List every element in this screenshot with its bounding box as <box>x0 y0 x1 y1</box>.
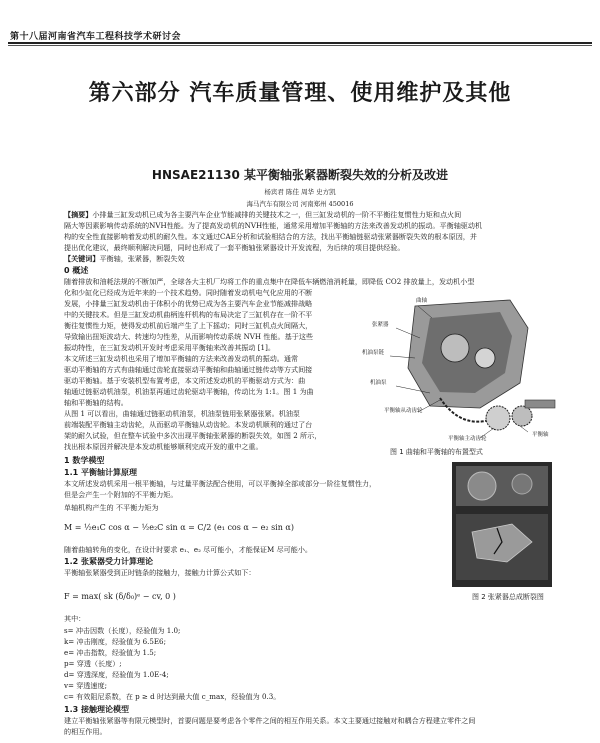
body-line: 轴通过链驱动机油泵，机油泵再通过齿轮驱动平衡轴，传动比为 1:1。图 1 为曲 <box>64 387 314 396</box>
body-line: 找出根本原因并解决是本发动机能够顺利完成开发的重中之重。 <box>64 442 263 451</box>
param-line: v= 穿透速度; <box>64 681 107 690</box>
part-title: 第六部分 汽车质量管理、使用维护及其他 <box>88 81 512 106</box>
paper-affiliation: 海马汽车有限公司 河南郑州 450016 <box>246 200 354 208</box>
figure-label: 平衡轴主动齿轮 <box>448 436 487 442</box>
photo-gear <box>512 474 532 494</box>
section-heading: 1.3 接触理论模型 <box>64 705 129 714</box>
body-line: 衡往复惯性力矩，使得发动机前后端产生了上下摇动；同时三缸机点火间隔大， <box>64 321 313 330</box>
param-line: c= 有效阻尼系数，在 p ≥ d 时达到最大值 c_max，经验值为 0.3。 <box>64 692 281 701</box>
body-line: 但是会产生一个附加的不平衡力矩。 <box>64 490 178 499</box>
section-heading: 1.2 张紧器受力计算理论 <box>64 557 153 566</box>
where-label: 其中： <box>64 614 86 623</box>
balance-drive-gear <box>486 406 510 430</box>
formula-force: F = max( sk (δ/δ₀)ᵉ − cv, 0 ) <box>64 592 176 601</box>
header-rule-thin <box>8 45 592 46</box>
abstract-label: 【摘要】 <box>64 210 93 219</box>
formula-moment: M = ½e₁C cos α − ½e₂C sin α = C/2 (e₁ cos α − e₂ sin α) <box>64 523 294 532</box>
figure-2-tensioner-fracture-photo <box>452 462 552 587</box>
param-line: e= 冲击指数，经验值为 1.5; <box>64 648 157 657</box>
body-line: 轴和平衡轴的结构。 <box>64 398 128 407</box>
param-line: p= 穿透（长度）; <box>64 659 122 668</box>
abstract-line <box>64 210 544 220</box>
body-line: 随着曲轴转角的变化，在设计时要求 e₁、e₂ 尽可能小，才能保证M 尽可能小。 <box>64 545 313 554</box>
section-heading: 0 概述 <box>64 266 89 275</box>
paper-authors: 杨宾君 陈佳 周华 史方凯 <box>264 188 336 196</box>
param-line: s= 冲击因数（长度），经验值为 1.0; <box>64 626 181 635</box>
header-rule <box>8 42 592 44</box>
balance-shaft-body <box>525 400 555 408</box>
body-line: 前端装配平衡轴主动齿轮，从而驱动平衡轴从动齿轮。本发动机顺利的通过了台 <box>64 420 313 429</box>
figure-2-caption: 图 2 张紧器总成断裂图 <box>472 593 544 601</box>
section-heading: 1.1 平衡轴计算原理 <box>64 468 137 477</box>
photo-sprocket <box>468 472 496 500</box>
figure-label: 张紧器 <box>372 322 389 328</box>
param-line: d= 穿透深度，经验值为 1.0E-4; <box>64 670 169 679</box>
body-line: 振动特性，在三缸发动机开发时考虑采用平衡轴来改善其振动 [1]。 <box>64 343 275 352</box>
body-line: 从图 1 可以看出，曲轴通过链驱动机油泵，机油泵链用张紧器张紧。机油泵 <box>64 409 301 418</box>
abstract-text: 小排量三缸发动机已成为各主要汽车企业节能减排的关键技术之一，但三缸发动机的一阶不平衡往复惯性力矩和点火间 <box>92 210 462 219</box>
body-line: 导致输出扭矩波动大、转速均匀性差，从而影响传动系统 NVH 性能。基于这些 <box>64 332 314 341</box>
figure-1-caption: 图 1 曲轴和平衡轴的布置型式 <box>390 448 483 456</box>
body-line: 平衡轴张紧器受到正时链条的接触力，接触力计算公式如下： <box>64 568 256 577</box>
body-line: 驱动平衡轴的方式有曲轴通过齿轮直接驱动平衡轴和曲轴通过链传动等方式间接 <box>64 365 313 374</box>
abstract-line: 提出优化建议，最终顺利解决问题，同时也形成了一套平衡轴张紧器设计开发流程，为后续的项目提供经验。 <box>64 243 405 252</box>
param-line: k= 冲击刚度，经验值为 6.5E6; <box>64 637 166 646</box>
keywords-label: 【关键词】 <box>64 254 100 263</box>
balance-driven-gear <box>512 406 532 426</box>
body-line: 单轴机构产生的 不平衡力矩为 <box>64 503 159 512</box>
body-line: 随着排放和油耗法规的不断加严，全球各大主机厂均将工作的重点集中在降低车辆燃油消耗量，即降低 CO2 排放量上，发动机小型 <box>64 277 475 286</box>
body-line: 本文所述发动机采用一根平衡轴，与过量平衡法配合使用，可以平衡掉全部或部分一阶往复惯性力， <box>64 479 377 488</box>
figure-label: 曲轴 <box>416 298 428 304</box>
abstract-line: 构的安全性直接影响着发动机的耐久性。本文通过CAE分析和试验相结合的方法，找出平衡轴链驱动张紧器断裂失效的根本原因，并 <box>64 232 477 241</box>
figure-label: 平衡轴从动齿轮 <box>384 408 423 414</box>
keywords-line <box>64 254 544 264</box>
crank-pulley <box>441 334 469 362</box>
body-line: 发展，小排量三缸发动机由于体积小的优势已成为各主要汽车企业节能减排战略 <box>64 299 313 308</box>
figure-1-crankshaft-balance-shaft <box>360 288 560 443</box>
body-line: 驱动平衡轴。基于安装机型布置考虑，本文所述发动机的平衡驱动方式为：曲 <box>64 376 306 385</box>
body-line: 中的关键技术。但是三缸发动机曲柄连杆机构的布局决定了三缸机存在一阶不平 <box>64 310 313 319</box>
paper-title: HNSAE21130 某平衡轴张紧器断裂失效的分析及改进 <box>151 168 449 182</box>
figure-label: 平衡轴 <box>532 432 549 438</box>
keywords-text: 平衡轴，张紧器，断裂失效 <box>99 254 185 263</box>
body-line: 本文所述三缸发动机也采用了增加平衡轴的方法来改善发动机的振动。通常 <box>64 354 299 363</box>
oil-pump-sprocket <box>475 348 495 368</box>
conference-header: 第十八届河南省汽车工程科技学术研讨会 <box>10 32 182 42</box>
body-line: 建立平衡轴张紧器等有限元模型时，首要问题是要考虑各个零件之间的相互作用关系。本文主要通过接触对和耦合方程建立零件之间 <box>64 716 476 725</box>
body-line: 化和少缸化已经成为近年来的一个技术趋势。同时随着发动机电气化应用的不断 <box>64 288 313 297</box>
abstract-line: 隔大等因素影响传动系统的NVH性能。为了提高发动机的NVH性能，通常采用增加平衡轴的方法来改善发动机的振动。平衡轴驱动机 <box>64 221 483 230</box>
figure-label: 机油泵 <box>370 380 387 386</box>
section-heading: 1 数学模型 <box>64 456 105 465</box>
body-line: 架的耐久试验，但在整车试验中多次出现平衡轴张紧器的断裂失效，如图 2 所示， <box>64 431 322 440</box>
figure-label: 机油泵链 <box>362 350 385 356</box>
body-line: 的相互作用。 <box>64 727 107 736</box>
